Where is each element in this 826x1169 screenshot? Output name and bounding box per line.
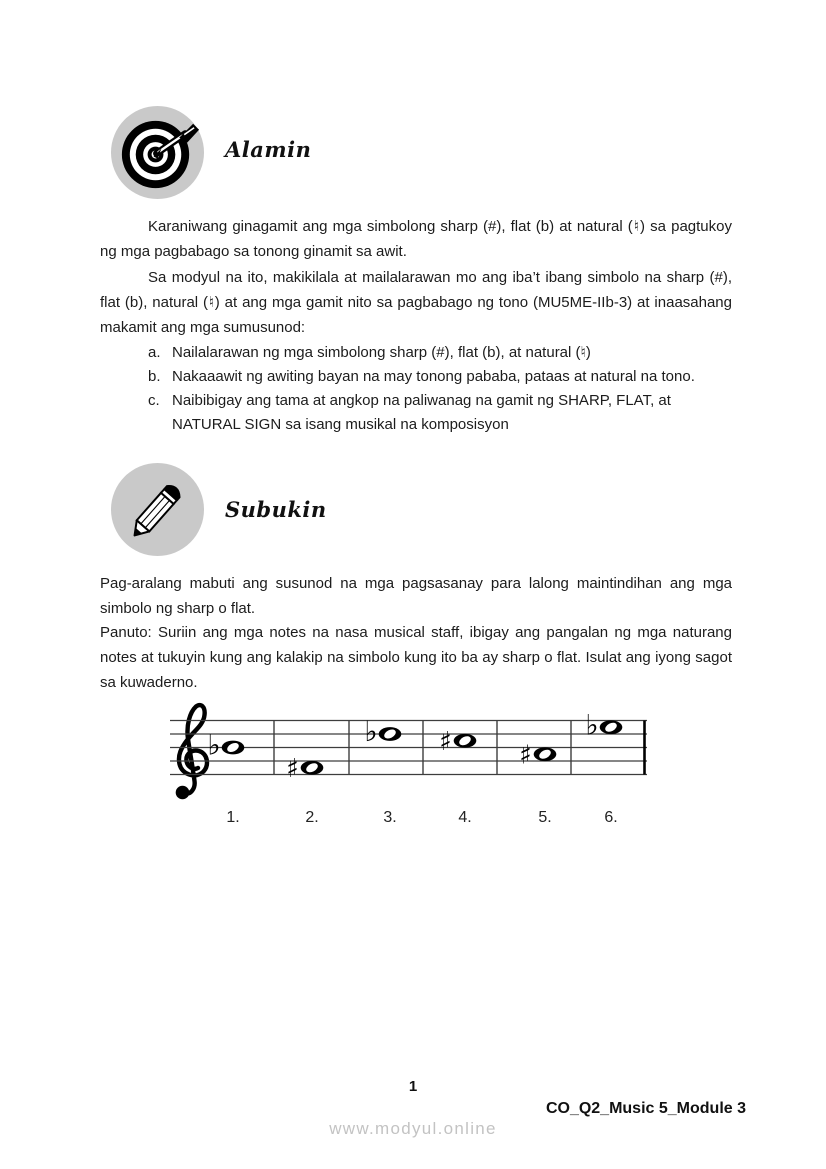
musical-staff-figure [166,693,656,838]
measure-label: 4. [458,809,472,826]
sharp-icon: ♯ [439,726,452,757]
objective-marker: c. [148,392,160,409]
measure-label: 2. [305,809,319,826]
subukin-heading: Subukin [225,497,327,522]
subukin-paragraph-1: Pag-aralang mabuti ang susunod na mga pagsasanay para lalong maintindihan ang mga simbolo ng sharp o flat. [100,575,732,617]
measure-label: 1. [226,809,240,826]
flat-icon: ♭ [207,728,221,762]
measure-label: 5. [538,809,552,826]
objective-text: Naibibigay ang tama at angkop na paliwanag na gamit ng SHARP, FLAT, at NATURAL SIGN sa isang musikal na komposisyon [172,392,671,433]
objective-item-a [148,341,716,365]
alamin-paragraph-1: Karaniwang ginagamit ang mga simbolong sharp (#), flat (b) at natural (♮) sa pagtukoy ng mga pagbabago sa tonong ginamit sa awit. [100,218,732,260]
pencil-icon [110,462,205,557]
objective-text: Nailalarawan ng mga simbolong sharp (#), flat (b), at natural (♮) [172,344,591,361]
dartboard-target-icon [110,105,205,200]
dartboard-target-graphic [110,105,205,200]
flat-icon: ♭ [585,708,599,742]
objective-item-c [148,389,716,437]
measure-label: 6. [604,809,618,826]
sharp-icon: ♯ [286,753,299,784]
objective-marker: a. [148,344,161,361]
flat-icon: ♭ [364,715,378,748]
objective-text: Nakaaawit ng awiting bayan na may tonong pababa, pataas at natural na tono. [172,368,695,385]
footer-module-code: CO_Q2_Music 5_Module 3 [545,1100,746,1117]
page-number: 1 [408,1078,418,1095]
pencil-graphic [110,462,205,557]
alamin-heading: Alamin [225,137,312,162]
musical-staff [166,693,656,833]
measure-label: 3. [383,809,397,826]
watermark-text: www.modyul.online [329,1119,497,1138]
objectives-list [148,341,716,437]
sharp-icon: ♯ [519,740,532,771]
objective-item-b [148,365,716,389]
alamin-paragraph-2: Sa modyul na ito, makikilala at mailalarawan mo ang iba’t ibang simbolo na sharp (#), flat (b), natural (♮) at ang mga gamit nito sa pagbabago ng tono (MU5ME-IIb-3) at inaasahang makamit ang mga sumusunod: [100,269,732,336]
objective-marker: b. [148,368,161,385]
treble-clef-icon [176,705,207,799]
subukin-instructions: Panuto: Suriin ang mga notes na nasa musical staff, ibigay ang pangalan ng mga naturang notes at tukuyin kung ang kalakip na simbolo kung ito ba ay sharp o flat. Isulat ang iyong sagot sa kuwaderno. [100,624,732,691]
